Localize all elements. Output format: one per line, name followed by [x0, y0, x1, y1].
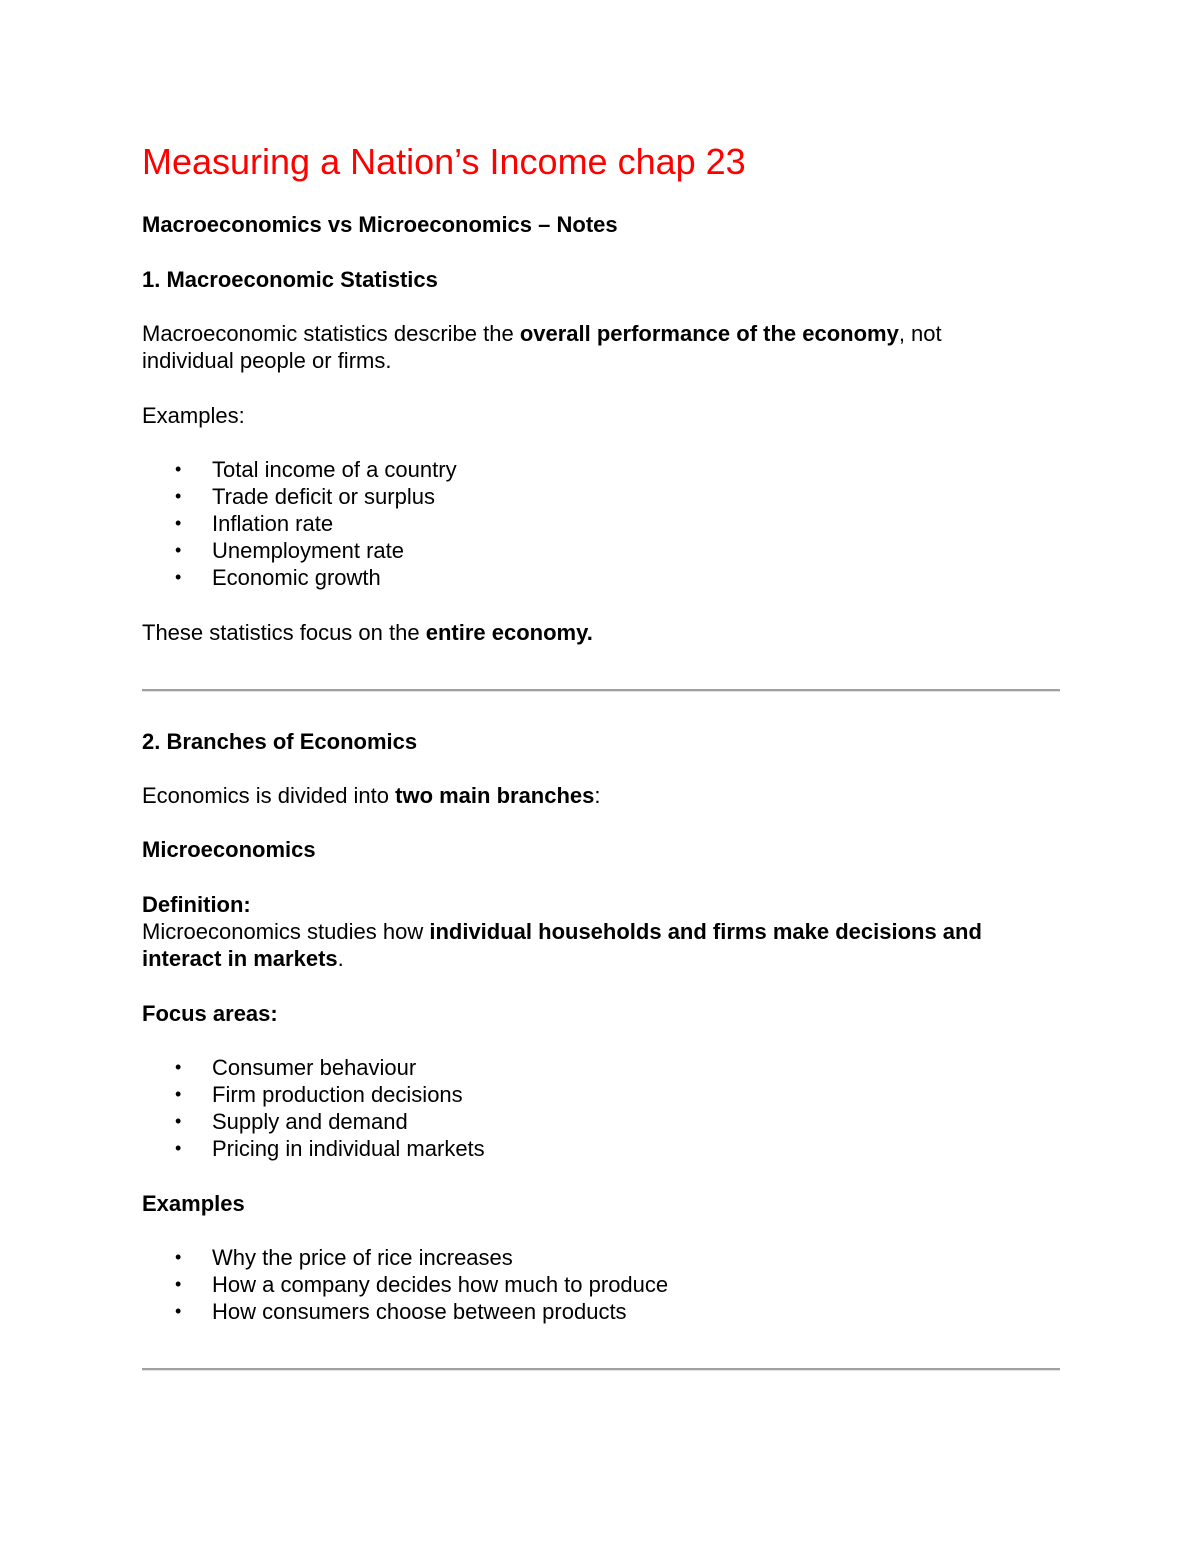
- list-item: [142, 1054, 485, 1081]
- definition-line-1: [142, 918, 982, 945]
- list-item: [142, 510, 457, 537]
- list-item: [142, 456, 457, 483]
- microeconomics-heading: Microeconomics: [142, 837, 316, 862]
- definition-emphasis-2: interact in markets: [142, 946, 338, 971]
- section-2-intro: [142, 782, 601, 809]
- section-1-examples-list: [142, 456, 457, 591]
- bullet-icon: •: [175, 459, 182, 479]
- bullet-icon: •: [175, 486, 182, 506]
- list-item: [142, 1135, 485, 1162]
- bullet-icon: •: [175, 513, 182, 533]
- list-item: [142, 1271, 668, 1298]
- horizontal-rule: [142, 689, 1060, 692]
- summary-emphasis: entire economy: [425, 620, 587, 645]
- section-2-examples-list: [142, 1244, 668, 1325]
- section-1-paragraph-emphasis: overall performance of the economy: [519, 321, 899, 346]
- horizontal-rule: [142, 1368, 1060, 1371]
- intro-text: Economics is divided into: [142, 783, 396, 808]
- summary-tail: .: [586, 620, 593, 645]
- list-item: [142, 1244, 668, 1271]
- document-subtitle: Macroeconomics vs Microeconomics – Notes: [142, 212, 618, 237]
- list-item-text: Pricing in individual markets: [212, 1136, 485, 1161]
- bullet-icon: •: [175, 540, 182, 560]
- list-item-text: Why the price of rice increases: [212, 1245, 513, 1270]
- intro-tail: :: [594, 783, 601, 808]
- focus-areas-list: [142, 1054, 485, 1162]
- list-item-text: Total income of a country: [212, 457, 457, 482]
- section-1-heading: 1. Macroeconomic Statistics: [142, 267, 438, 292]
- list-item: [142, 1081, 485, 1108]
- list-item-text: Unemployment rate: [212, 538, 404, 563]
- list-item-text: How consumers choose between products: [212, 1299, 627, 1324]
- list-item-text: Firm production decisions: [212, 1082, 463, 1107]
- definition-text: Microeconomics studies how: [142, 919, 430, 944]
- section-1-paragraph-line-2: individual people or firms.: [142, 348, 392, 373]
- bullet-icon: •: [175, 1301, 182, 1321]
- intro-emphasis: two main branches: [395, 783, 595, 808]
- bullet-icon: •: [175, 1274, 182, 1294]
- summary-text: These statistics focus on the: [142, 620, 426, 645]
- focus-areas-label: Focus areas:: [142, 1001, 278, 1026]
- list-item-text: Inflation rate: [212, 511, 334, 536]
- examples-label: Examples: [142, 1191, 245, 1216]
- section-2-heading: 2. Branches of Economics: [142, 729, 418, 754]
- list-item: [142, 1108, 485, 1135]
- section-1-examples-label: Examples:: [142, 403, 245, 428]
- bullet-icon: •: [175, 1084, 182, 1104]
- definition-tail: .: [337, 946, 344, 971]
- page-title: Measuring a Nation’s Income chap 23: [142, 141, 746, 182]
- list-item: [142, 564, 457, 591]
- list-item: [142, 483, 457, 510]
- definition-line-2: [142, 945, 344, 972]
- bullet-icon: •: [175, 1057, 182, 1077]
- definition-label: Definition:: [142, 892, 251, 917]
- list-item-text: Trade deficit or surplus: [212, 484, 435, 509]
- bullet-icon: •: [175, 1138, 182, 1158]
- bullet-icon: •: [175, 1247, 182, 1267]
- section-1-summary: [142, 619, 593, 646]
- definition-emphasis: individual households and firms make decisions and: [429, 919, 982, 944]
- list-item-text: Economic growth: [212, 565, 381, 590]
- list-item: [142, 537, 457, 564]
- bullet-icon: •: [175, 1111, 182, 1131]
- bullet-icon: •: [175, 567, 182, 587]
- section-1-paragraph-line-1: [142, 320, 942, 347]
- section-1-paragraph-tail: , not: [898, 321, 942, 346]
- section-1-paragraph-text: Macroeconomic statistics describe the: [142, 321, 520, 346]
- list-item-text: Consumer behaviour: [212, 1055, 417, 1080]
- list-item-text: Supply and demand: [212, 1109, 408, 1134]
- list-item: [142, 1298, 668, 1325]
- list-item-text: How a company decides how much to produce: [212, 1272, 669, 1297]
